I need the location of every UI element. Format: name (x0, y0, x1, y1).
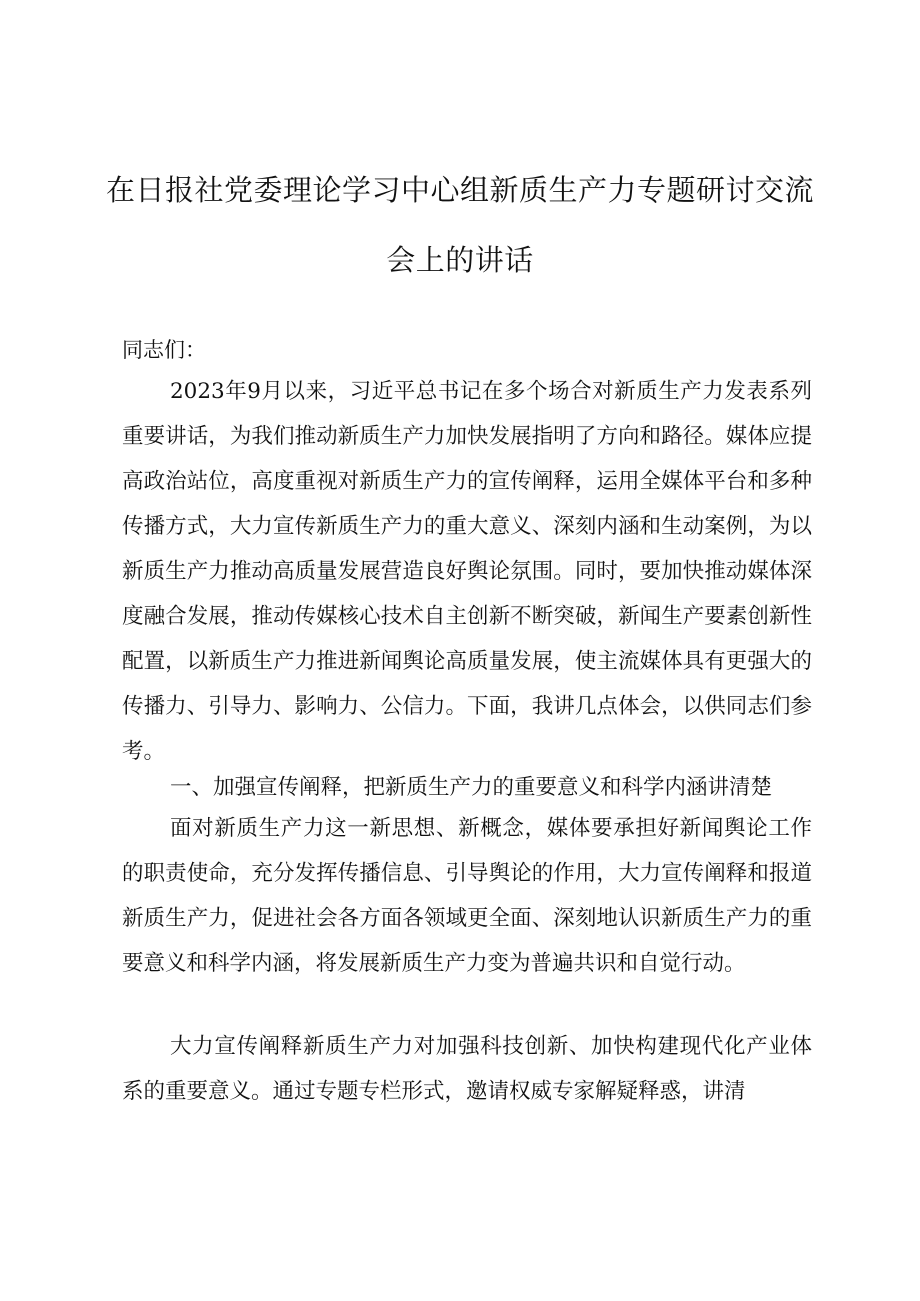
section-heading: 一、加强宣传阐释，把新质生产力的重要意义和科学内涵讲清楚 (170, 775, 773, 800)
document-title-line-2: 会上的讲话 (386, 243, 534, 277)
section-paragraph-2: 大力宣传阐释新质生产力对加强科技创新、加快构建现代化产业体系的重要意义。通过专题专栏形式，邀请权威专家解疑释惑，讲清 (122, 1034, 812, 1104)
document-title-line-1: 在日报社党委理论学习中心组新质生产力专题研讨交流 (105, 173, 814, 207)
intro-paragraph: 2023年9月以来，习近平总书记在多个场合对新质生产力发表系列重要讲话，为我们推动新质生产力加快发展指明了方向和路径。媒体应提高政治站位，高度重视对新质生产力的宣传阐释，运用全媒体平台和多种传播方式，大力宣传新质生产力的重大意义、深刻内涵和生动案例，为以新质生产力推动高质量发展营造良好舆论氛围。同时，要加快推动媒体深度融合发展，推动传媒核心技术自主创新不断突破，新闻生产要素创新性配置，以新质生产力推进新闻舆论高质量发展，使主流媒体具有更强大的传播力、引导力、影响力、公信力。下面，我讲几点体会，以供同志们参考。 (122, 379, 812, 764)
salutation: 同志们： (122, 338, 206, 362)
section-paragraph-1: 面对新质生产力这一新思想、新概念，媒体要承担好新闻舆论工作的职责使命，充分发挥传播信息、引导舆论的作用，大力宣传阐释和报道新质生产力，促进社会各方面各领域更全面、深刻地认识新质生产力的重要意义和科学内涵，将发展新质生产力变为普遍共识和自觉行动。 (122, 816, 812, 976)
